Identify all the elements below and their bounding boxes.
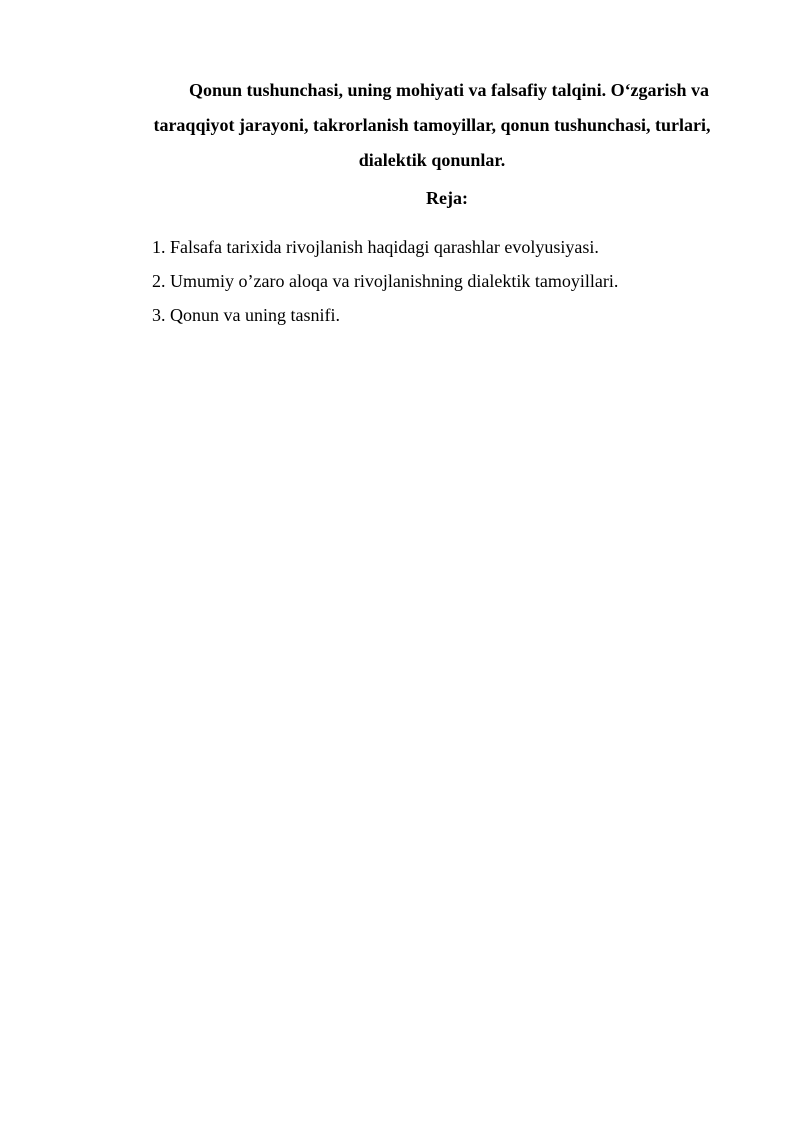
plan-list [152,230,752,332]
title-line: Qonun tushunchasi, uning mohiyati va falsafiy talqini. O‘zgarish va [188,80,710,100]
plan-heading: Reja: [426,188,468,208]
plan-list-item: 2. Umumiy o’zaro aloqa va rivojlanishning dialektik tamoyillari. [152,271,619,291]
plan-list-item: 3. Qonun va uning tasnifi. [152,305,340,325]
title-line: dialektik qonunlar. [358,150,506,170]
document-title [134,73,730,178]
title-line: taraqqiyot jarayoni, takrorlanish tamoyillar, qonun tushunchasi, turlari, [153,115,711,135]
plan-list-item: 1. Falsafa tarixida rivojlanish haqidagi qarashlar evolyusiyasi. [152,237,599,257]
